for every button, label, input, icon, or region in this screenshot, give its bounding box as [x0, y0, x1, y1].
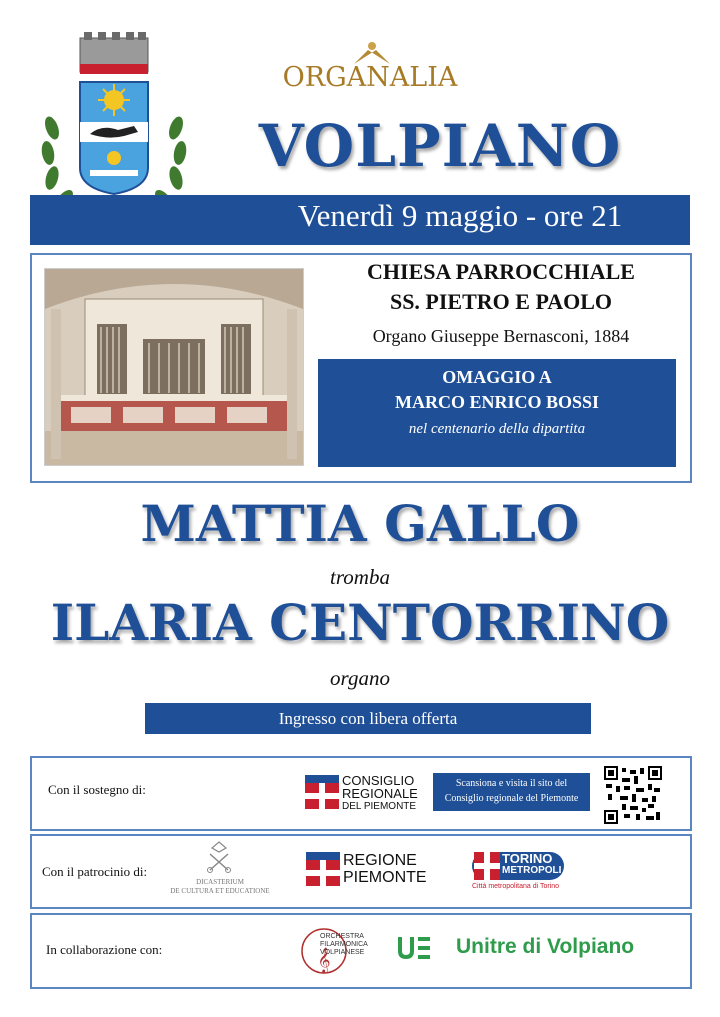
organalia-wordmark: ORGANALIA [282, 62, 458, 93]
date-time: Venerdì 9 maggio - ore 21 [297, 198, 623, 233]
unitre-name: Unitre di Volpiano [456, 935, 635, 958]
orchestra-line3: VOLPIANESE [320, 949, 365, 956]
scan-info-box [433, 773, 590, 811]
dicastery-line2: DE CULTURA ET EDUCATIONE [170, 887, 270, 895]
patronage-label: Con il patrocinio di: [42, 864, 148, 879]
regione-line2: PIEMONTE [343, 869, 427, 886]
town-title: VOLPIANO [258, 112, 622, 180]
consiglio-line3: DEL PIEMONTE [342, 801, 417, 812]
collaboration-label: In collaborazione con: [46, 942, 163, 957]
homage-line3: nel centenario della dipartita [408, 421, 586, 437]
torino-subtitle: Città metropolitana di Torino [472, 883, 560, 890]
torino-logo-text [502, 853, 561, 877]
performer-role: tromba [330, 565, 390, 589]
piemonte-flag-icon [474, 852, 500, 880]
homage-line2: MARCO ENRICO BOSSI [394, 392, 600, 412]
consiglio-line2: REGIONALE [342, 786, 418, 801]
qr-code-icon[interactable] [604, 766, 662, 824]
dicastery-line1: DICASTERIUM [196, 878, 244, 886]
homage-box [318, 359, 676, 467]
svg-text:𝄞: 𝄞 [317, 948, 331, 973]
venue-name-line2: SS. PIETRO E PAOLO [389, 289, 613, 314]
torino-line1: TORINO [502, 851, 553, 866]
regione-logo-text [343, 852, 427, 886]
consiglio-logo-text [342, 774, 418, 813]
orchestra-line2: FILARMONICA [320, 941, 368, 948]
date-banner [30, 195, 690, 245]
dicastery-text [150, 878, 290, 896]
venue-name-line1: CHIESA PARROCCHIALE [367, 259, 635, 284]
consiglio-line1: CONSIGLIO [342, 773, 415, 788]
papal-keys-icon [204, 840, 234, 874]
scan-line1: Scansiona e visita il sito del [455, 778, 568, 789]
performer-name: MATTIA GALLO [140, 494, 580, 553]
organ-caption: Organo Giuseppe Bernasconi, 1884 [372, 326, 630, 346]
regione-line1: REGIONE [343, 852, 417, 869]
piemonte-flag-icon [305, 775, 339, 809]
homage-line1: OMAGGIO A [442, 367, 552, 387]
organalia-logo [270, 40, 470, 102]
performer-name: ILARIA CENTORRINO [50, 593, 670, 652]
orchestra-text [320, 933, 368, 957]
orchestra-line1: ORCHESTRA [320, 933, 364, 940]
organ-photo [44, 268, 304, 466]
torino-line2: METROPOLI [502, 865, 562, 876]
unitre-logo-icon [396, 935, 434, 961]
performer-role: organo [330, 666, 390, 690]
entry-banner: Ingresso con libera offerta [145, 703, 591, 734]
piemonte-flag-icon [306, 852, 340, 886]
support-label: Con il sostegno di: [48, 782, 146, 797]
scan-line2: Consiglio regionale del Piemonte [444, 793, 579, 804]
